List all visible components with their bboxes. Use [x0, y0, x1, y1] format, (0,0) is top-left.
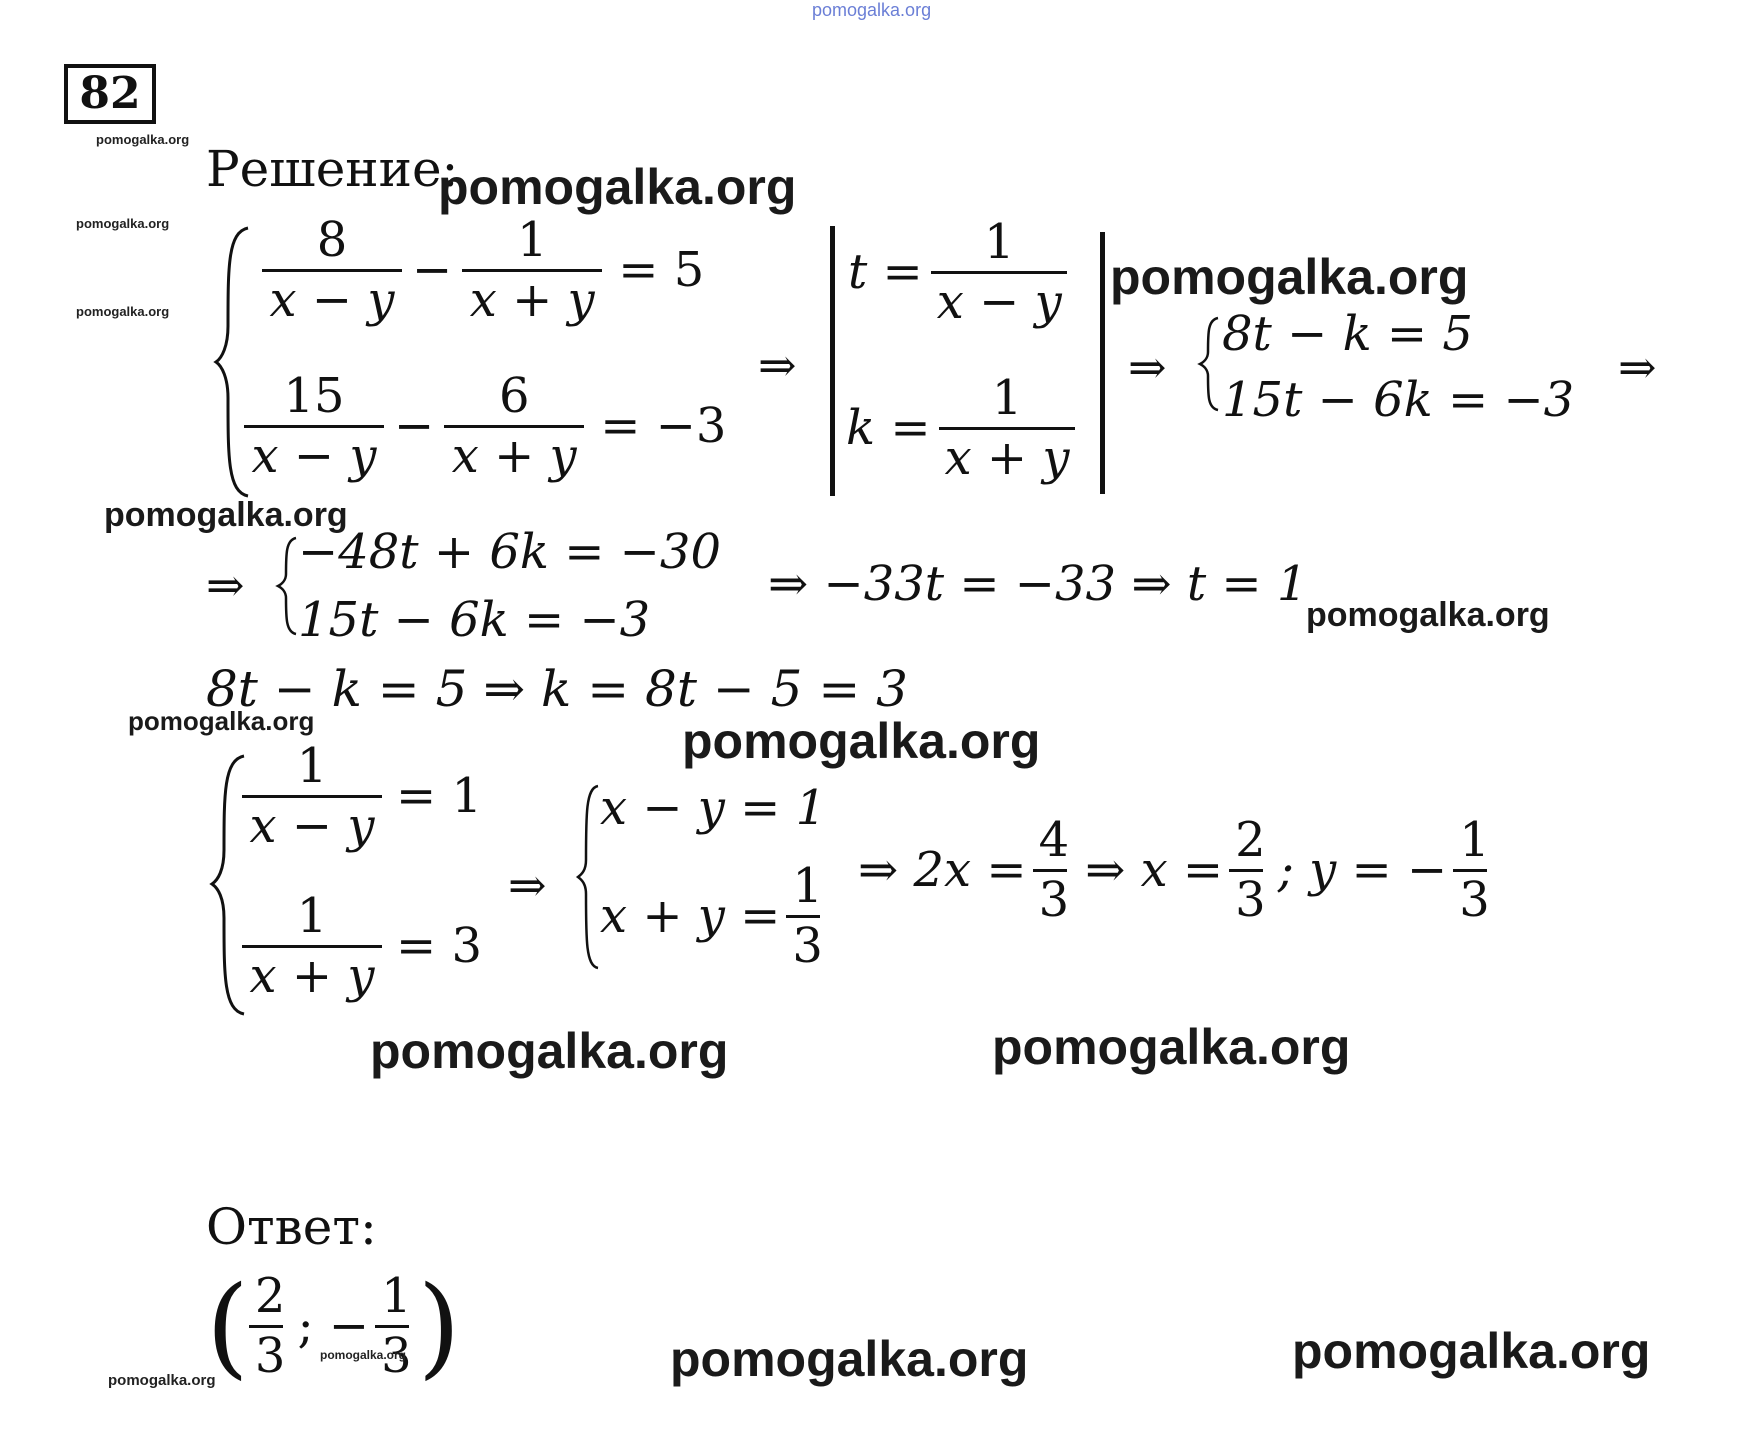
substitution-t — [848, 216, 1068, 329]
watermark-large: pomogalka.org — [128, 706, 315, 736]
fraction — [375, 1270, 418, 1383]
operator: − — [412, 242, 453, 299]
watermark-large: pomogalka.org — [992, 1019, 1351, 1075]
watermark-large: pomogalka.org — [104, 496, 348, 534]
fraction — [1033, 814, 1076, 927]
implies-arrow: ⇒ — [206, 558, 245, 612]
system2-eq2: 15t − 6k = −3 — [1222, 372, 1575, 428]
numerator: 2 — [1235, 812, 1266, 868]
denominator: 3 — [381, 1327, 412, 1384]
step4-equation: 8t − k = 5 ⇒ k = 8t − 5 = 3 — [206, 660, 908, 718]
solution-label: Решение: — [206, 140, 459, 198]
fraction — [786, 860, 829, 973]
denominator: 3 — [1038, 871, 1070, 928]
fraction — [1229, 814, 1272, 927]
watermark-large: pomogalka.org — [370, 1023, 729, 1079]
system1-eq2 — [244, 370, 726, 483]
implies-arrow: ⇒ — [1618, 340, 1657, 394]
watermark-large: pomogalka.org — [682, 713, 1041, 769]
denominator: 3 — [254, 1327, 286, 1384]
substitution-k — [846, 372, 1075, 485]
numerator: 8 — [316, 212, 348, 268]
problem-number: 82 — [79, 68, 141, 119]
rhs: = −3 — [600, 398, 727, 455]
denominator: 3 — [1235, 871, 1266, 928]
fraction — [939, 372, 1076, 485]
x-lhs: ⇒ x = — [1085, 842, 1224, 899]
fraction — [244, 370, 384, 483]
numerator: 1 — [296, 888, 328, 944]
watermark-large: pomogalka.org — [438, 159, 797, 215]
left-paren: ( — [206, 1262, 249, 1391]
denominator: x + y — [469, 271, 595, 328]
numerator: 1 — [381, 1268, 412, 1324]
t-lhs: t = — [848, 244, 923, 301]
system2-eq1: 8t − k = 5 — [1222, 306, 1473, 362]
numerator: 2 — [254, 1268, 286, 1324]
denominator: x − y — [936, 273, 1062, 330]
system5-brace — [576, 784, 602, 970]
fraction — [931, 216, 1068, 329]
problem-number-box — [64, 64, 156, 124]
twox-lhs: ⇒ 2x = — [858, 842, 1027, 899]
denominator: x − y — [249, 797, 375, 854]
watermark-large: pomogalka.org — [1306, 596, 1550, 634]
fraction — [249, 1270, 292, 1383]
answer-label: Ответ: — [206, 1198, 377, 1256]
denominator: x − y — [269, 271, 395, 328]
denominator: 3 — [1459, 871, 1490, 928]
watermark-large: pomogalka.org — [1110, 249, 1469, 305]
fraction — [1453, 814, 1496, 927]
denominator: x + y — [249, 947, 375, 1004]
fraction — [444, 370, 584, 483]
eq-lhs: x + y = — [600, 888, 781, 945]
system3-brace — [276, 536, 300, 636]
answer-tuple — [206, 1262, 461, 1391]
denominator: x + y — [944, 429, 1070, 486]
system1-eq1 — [262, 214, 704, 327]
fraction — [462, 214, 602, 327]
rhs: = 3 — [396, 918, 483, 975]
watermark-small: pomogalka.org — [108, 1372, 216, 1389]
watermark-small: pomogalka.org — [320, 1348, 407, 1362]
step3-equation: ⇒ −33t = −33 ⇒ t = 1 — [768, 556, 1308, 612]
system5-eq2 — [600, 860, 829, 973]
top-watermark: pomogalka.org — [812, 0, 932, 20]
implies-arrow: ⇒ — [1128, 340, 1167, 394]
result-line — [858, 814, 1496, 927]
substitution-right-bar — [1100, 232, 1105, 494]
numerator: 1 — [991, 370, 1023, 426]
substitution-left-bar — [830, 226, 835, 496]
numerator: 1 — [516, 212, 548, 268]
k-lhs: k = — [846, 400, 931, 457]
numerator: 1 — [792, 858, 823, 914]
system4-eq1 — [242, 740, 482, 853]
fraction — [262, 214, 402, 327]
watermark-small: pomogalka.org — [76, 216, 170, 231]
numerator: 1 — [296, 738, 328, 794]
implies-arrow: ⇒ — [508, 858, 547, 912]
denominator: 3 — [792, 917, 823, 974]
numerator: 15 — [283, 368, 345, 424]
system4-eq2 — [242, 890, 482, 1003]
system5-eq1: x − y = 1 — [600, 780, 827, 836]
system3-eq1: −48t + 6k = −30 — [298, 524, 721, 580]
right-paren: ) — [417, 1262, 461, 1391]
fraction — [242, 890, 382, 1003]
numerator: 1 — [1459, 812, 1490, 868]
system3-eq2: 15t − 6k = −3 — [298, 592, 651, 648]
denominator: x − y — [251, 427, 377, 484]
fraction — [242, 740, 382, 853]
watermark-small: pomogalka.org — [96, 132, 190, 147]
numerator: 6 — [498, 368, 530, 424]
operator: − — [394, 398, 435, 455]
watermark-large: pomogalka.org — [670, 1331, 1029, 1387]
implies-arrow: ⇒ — [758, 338, 797, 392]
watermark-large: pomogalka.org — [1292, 1323, 1651, 1379]
system2-brace — [1198, 316, 1222, 412]
numerator: 1 — [983, 214, 1015, 270]
watermark-small: pomogalka.org — [76, 304, 170, 319]
y-lhs: ; y = − — [1277, 842, 1448, 899]
numerator: 4 — [1038, 812, 1070, 868]
rhs: = 5 — [618, 242, 705, 299]
rhs: = 1 — [396, 768, 483, 825]
answer-separator: ; − — [297, 1298, 370, 1355]
denominator: x + y — [451, 427, 577, 484]
